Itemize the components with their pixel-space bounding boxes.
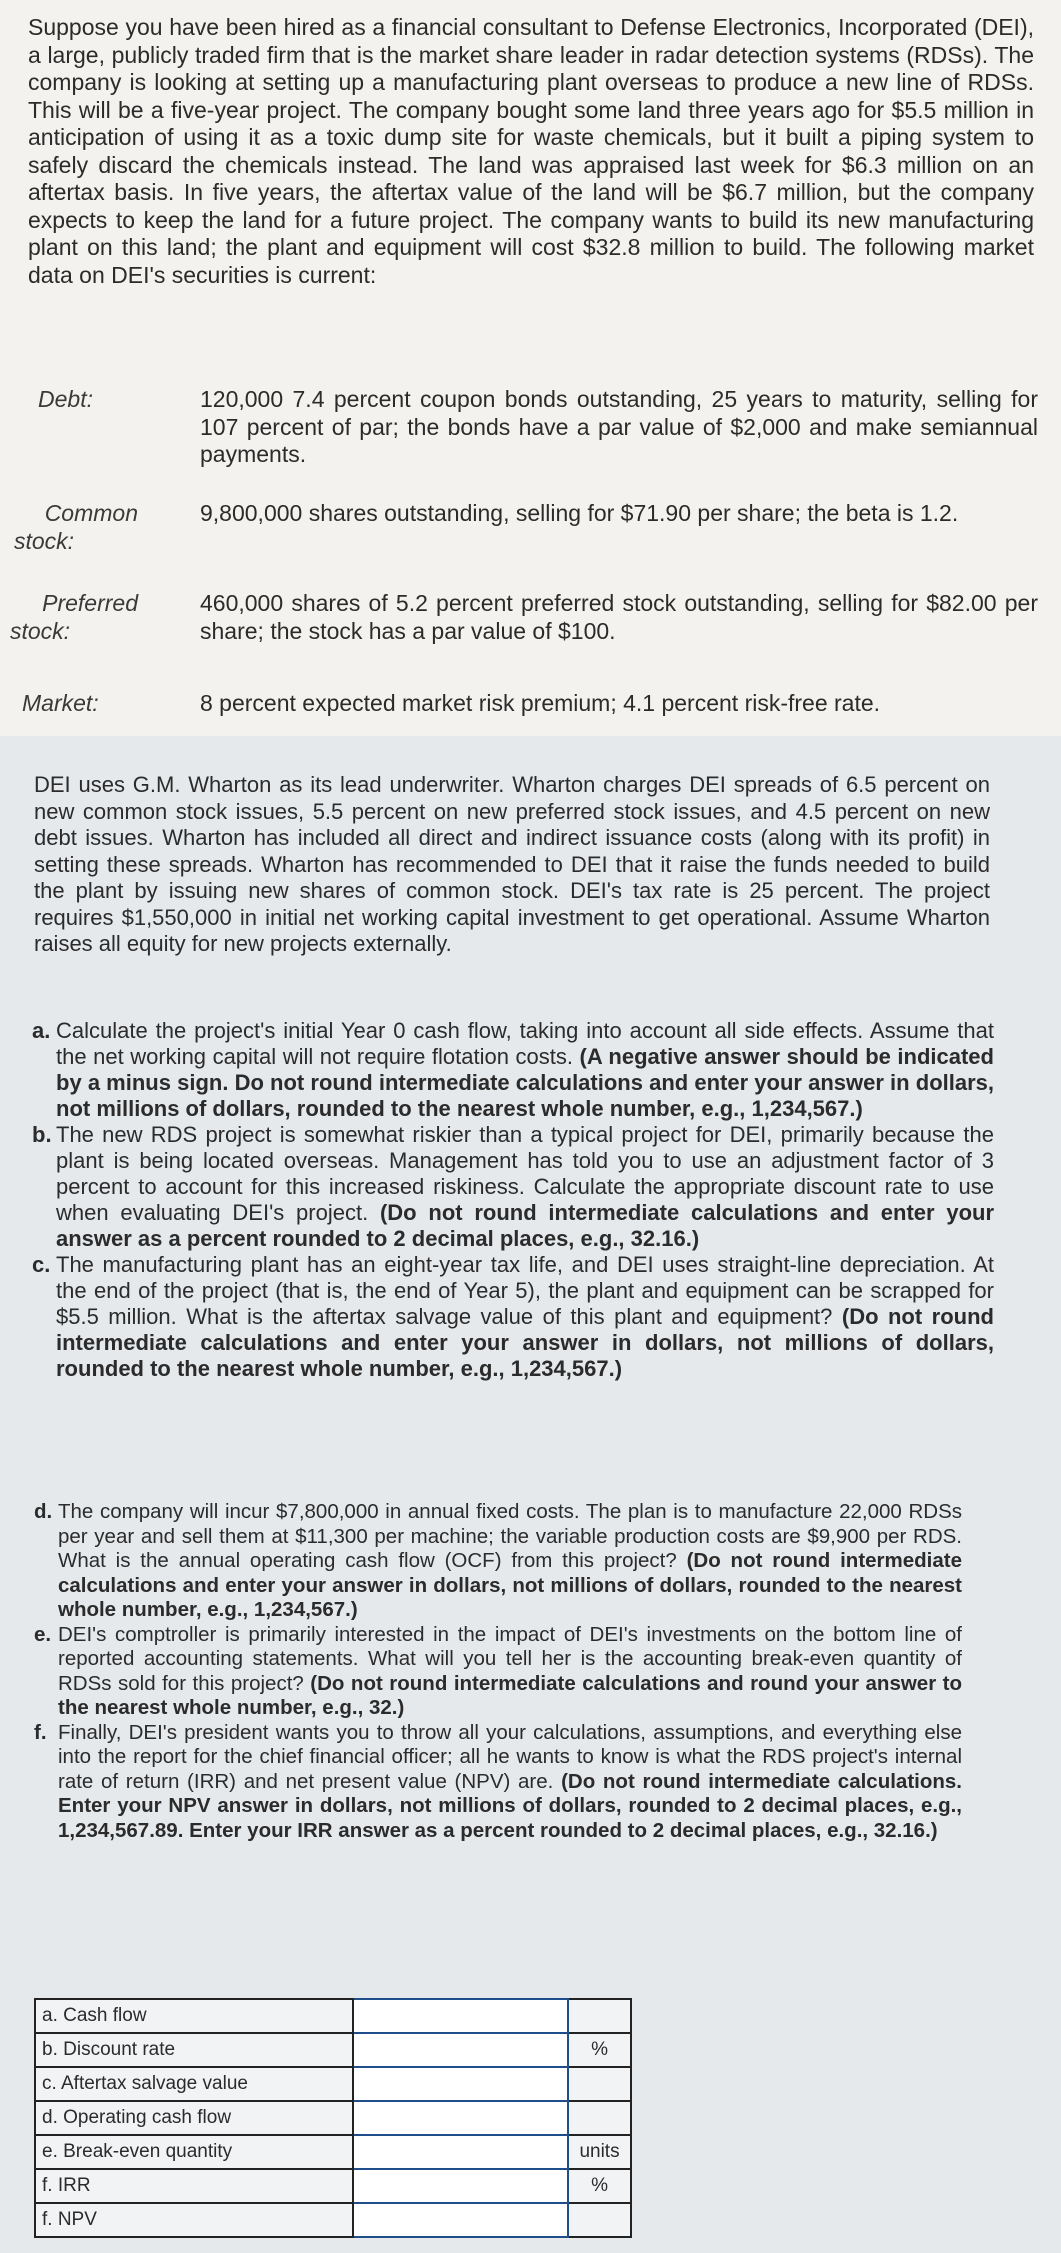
answer-unit <box>568 2067 631 2101</box>
question-instruction: (Do not round intermediate calculations and round your answer to the nearest whole number, e.g., 32.) <box>58 1671 962 1719</box>
answer-row-npv <box>35 2203 631 2237</box>
question-instruction: (A negative answer should be indicated by a minus sign. Do not round intermediate calculations and enter your answer in dollars, not millions of dollars, rounded to the nearest whole number, e.g., 1,234,567.) <box>56 1044 994 1121</box>
answer-label: b. Discount rate <box>35 2033 353 2067</box>
market-desc-debt: 120,000 7.4 percent coupon bonds outstanding, 25 years to maturity, selling for 107 percent of par; the bonds have a par value of $2,000 and make semiannual payments. <box>200 386 1038 467</box>
cash-flow-input[interactable] <box>354 2001 567 2031</box>
answer-row-operating-cash-flow <box>35 2101 631 2135</box>
break-even-input-cell[interactable] <box>353 2135 568 2169</box>
question-letter: d. <box>34 1500 53 1523</box>
question-instruction: (Do not round intermediate calculations and enter your answer in dollars, not millions of dollars, rounded to the nearest whole number, e.g., 1,234,567.) <box>56 1304 994 1381</box>
question-instruction: (Do not round intermediate calculations. Enter your NPV answer in dollars, not millions of dollars, rounded to 2 decimal places, e.g., 1,234,567.89. Enter your IRR answer as a percent rounded to 2 decimal places, e.g., 32.16.) <box>58 1769 962 1842</box>
answer-row-irr <box>35 2169 631 2203</box>
irr-input-cell[interactable] <box>353 2169 568 2203</box>
intro-paragraph: Suppose you have been hired as a financial consultant to Defense Electronics, Incorporated (DEI), a large, publicly traded firm that is the market share leader in radar detection systems (RDSs). The company is looking at setting up a manufacturing plant overseas to produce a new line of RDSs. This will be a five-year project. The company bought some land three years ago for $5.5 million in anticipation of using it as a toxic dump site for waste chemicals, but it built a piping system to safely discard the chemicals instead. The land was appraised last week for $6.3 million on an aftertax basis. In five years, the aftertax value of the land will be $6.7 million, but the company expects to keep the land for a future project. The company wants to build its new manufacturing plant on this land; the plant and equipment will cost $32.8 million to build. The following market data on DEI's securities is current: <box>28 14 1034 288</box>
question-text: Calculate the project's initial Year 0 cash flow, taking into account all side effects. Assume that the net working capital will not require flotation costs. <box>56 1018 994 1069</box>
question-letter: a. <box>32 1018 51 1043</box>
answer-row-cash-flow <box>35 1999 631 2033</box>
question-instruction: (Do not round intermediate calculations and enter your answer in dollars, not millions of dollars, rounded to the nearest whole number, e.g., 1,234,567.) <box>58 1549 963 1621</box>
aftertax-salvage-input-cell[interactable] <box>353 2067 568 2101</box>
break-even-input[interactable] <box>354 2137 567 2167</box>
question-letter: b. <box>32 1122 52 1147</box>
question-list-2 <box>34 1500 962 1843</box>
question-b <box>32 1122 994 1252</box>
answer-unit <box>568 2101 631 2135</box>
npv-input[interactable] <box>354 2205 567 2235</box>
cash-flow-input-cell[interactable] <box>353 1999 568 2033</box>
market-desc-market: 8 percent expected market risk premium; 4.1 percent risk-free rate. <box>200 690 881 716</box>
discount-rate-input-cell[interactable] <box>353 2033 568 2067</box>
answer-table <box>34 1998 632 2238</box>
operating-cash-flow-input[interactable] <box>354 2103 567 2133</box>
question-e <box>34 1623 962 1721</box>
answer-unit: % <box>568 2033 631 2067</box>
question-f <box>34 1721 962 1844</box>
market-desc-preferred: 460,000 shares of 5.2 percent preferred stock outstanding, selling for $82.00 per share; the stock has a par value of $100. <box>200 590 1038 644</box>
answer-row-aftertax-salvage <box>35 2067 631 2101</box>
answer-unit: units <box>568 2135 631 2169</box>
answer-unit: % <box>568 2169 631 2203</box>
aftertax-salvage-input[interactable] <box>354 2069 567 2099</box>
question-text: The company will incur $7,800,000 in annual fixed costs. The plan is to manufacture 22,000 RDSs per year and sell them at $11,300 per machine; the variable production costs are $9,900 per RDS. What is the annual operating cash flow (OCF) from this project? <box>58 1500 962 1572</box>
answer-unit <box>568 1999 631 2033</box>
market-label-debt: Debt: <box>38 386 93 412</box>
question-instruction: (Do not round intermediate calculations and enter your answer as a percent rounded to 2 decimal places, e.g., 32.16.) <box>56 1200 995 1251</box>
answer-label: d. Operating cash flow <box>35 2101 353 2135</box>
irr-input[interactable] <box>354 2171 567 2201</box>
npv-input-cell[interactable] <box>353 2203 568 2237</box>
answer-label: e. Break-even quantity <box>35 2135 353 2169</box>
question-a <box>32 1018 994 1122</box>
question-text: The manufacturing plant has an eight-year tax life, and DEI uses straight-line depreciation. At the end of the project (that is, the end of Year 5), the plant and equipment can be scrapped for $5.5 million. What is the aftertax salvage value of this plant and equipment? <box>56 1252 994 1329</box>
answer-row-break-even <box>35 2135 631 2169</box>
answer-label: f. NPV <box>35 2203 353 2237</box>
question-text: The new RDS project is somewhat riskier than a typical project for DEI, primarily because the plant is being located overseas. Management has told you to use an adjustment factor of 3 percent to account for this increased riskiness. Calculate the appropriate discount rate to use when evaluating DEI's project. <box>56 1122 994 1225</box>
operating-cash-flow-input-cell[interactable] <box>353 2101 568 2135</box>
answer-label: a. Cash flow <box>35 1999 353 2033</box>
answer-unit <box>568 2203 631 2237</box>
market-desc-common: 9,800,000 shares outstanding, selling for $71.90 per share; the beta is 1.2. <box>200 500 959 526</box>
question-text: DEI's comptroller is primarily interested in the impact of DEI's investments on the bottom line of reported accounting statements. What will you tell her is the accounting break-even quantity of RDSs sold for this project? <box>58 1622 962 1695</box>
question-d <box>34 1500 962 1623</box>
question-letter: c. <box>32 1252 51 1277</box>
answer-row-discount-rate <box>35 2033 631 2067</box>
discount-rate-input[interactable] <box>354 2035 567 2065</box>
answer-label: c. Aftertax salvage value <box>35 2067 353 2101</box>
question-c <box>32 1252 994 1382</box>
market-label-common: Common stock: <box>14 500 138 554</box>
question-text: Finally, DEI's president wants you to throw all your calculations, assumptions, and everything else into the report for the chief financial officer; all he wants to know is what the RDS project's internal rate of return (IRR) and net present value (NPV) are. <box>58 1720 962 1793</box>
question-letter: f. <box>34 1720 47 1744</box>
market-label-preferred: Preferred stock: <box>10 590 138 644</box>
market-label-market: Market: <box>22 690 99 716</box>
answer-label: f. IRR <box>35 2169 353 2203</box>
question-letter: e. <box>34 1622 52 1646</box>
wharton-paragraph: DEI uses G.M. Wharton as its lead underwriter. Wharton charges DEI spreads of 6.5 percent on new common stock issues, 5.5 percent on new preferred stock issues, and 4.5 percent on new debt issues. Wharton has included all direct and indirect issuance costs (along with its profit) in setting these spreads. Wharton has recommended to DEI that it raise the funds needed to build the plant by issuing new shares of common stock. DEI's tax rate is 25 percent. The project requires $1,550,000 in initial net working capital investment to get operational. Assume Wharton raises all equity for new projects externally. <box>34 772 990 956</box>
question-list-1 <box>32 1018 994 1382</box>
